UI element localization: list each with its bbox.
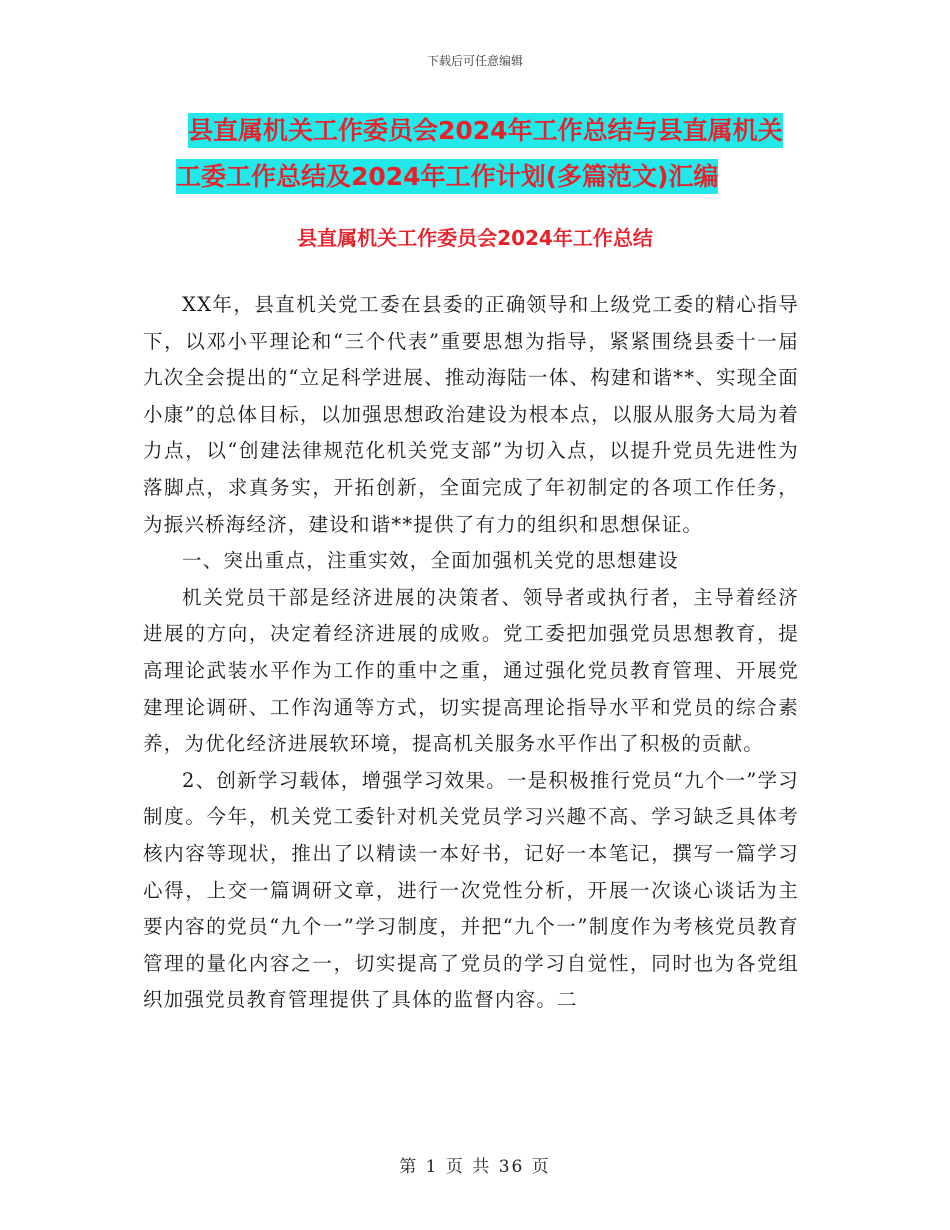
- body-paragraph: 2、创新学习载体，增强学习效果。一是积极推行党员“九个一”学习制度。今年，机关党工委针对机关党员学习兴趣不高、学习缺乏具体考核内容等现状，推出了以精读一本好书，记好一本笔记，撰写一篇学习心得，上交一篇调研文章，进行一次党性分析，开展一次谈心谈话为主要内容的党员“九个一”学习制度，并把“九个一”制度作为考核党员教育管理的量化内容之一，切实提高了党员的学习自觉性，同时也为各党组织加强党员教育管理提供了具体的监督内容。二: [143, 768, 799, 1012]
- document-title-line1: [188, 108, 828, 154]
- body-paragraph: XX年，县直机关党工委在县委的正确领导和上级党工委的精心指导下，以邓小平理论和“三个代表”重要思想为指导，紧紧围绕县委十一届九次全会提出的“立足科学进展、推动海陆一体、构建和谐**、实现全面小康”的总体目标，以加强思想政治建设为根本点，以服从服务大局为着力点，以“创建法律规范化机关党支部”为切入点，以提升党员先进性为落脚点，求真务实，开拓创新，全面完成了年初制定的各项工作任务，为振兴桥海经济，建设和谐**提供了有力的组织和思想保证。: [143, 293, 799, 536]
- section-heading: 一、突出重点，注重实效，全面加强机关党的思想建设: [182, 549, 679, 573]
- document-title: [176, 108, 828, 200]
- document-title-line2: [176, 154, 828, 200]
- section-title: 县直属机关工作委员会2024年工作总结: [297, 226, 653, 250]
- title-highlight: 县直属机关工作委员会2024年工作总结与县直属机关: [188, 113, 783, 148]
- page-number: 第 1 页 共 36 页: [399, 1157, 551, 1177]
- title-highlight: 工委工作总结及2024年工作计划(多篇范文)汇编: [176, 159, 718, 194]
- document-body: [143, 287, 799, 1019]
- body-paragraph: 机关党员干部是经济进展的决策者、领导者或执行者，主导着经济进展的方向，决定着经济进展的成败。党工委把加强党员思想教育，提高理论武装水平作为工作的重中之重，通过强化党员教育管理、开展党建理论调研、工作沟通等方式，切实提高理论指导水平和党员的综合素养，为优化经济进展软环境，提高机关服务水平作出了积极的贡献。: [143, 585, 799, 756]
- page-header-note: 下载后可任意编辑: [426, 54, 523, 68]
